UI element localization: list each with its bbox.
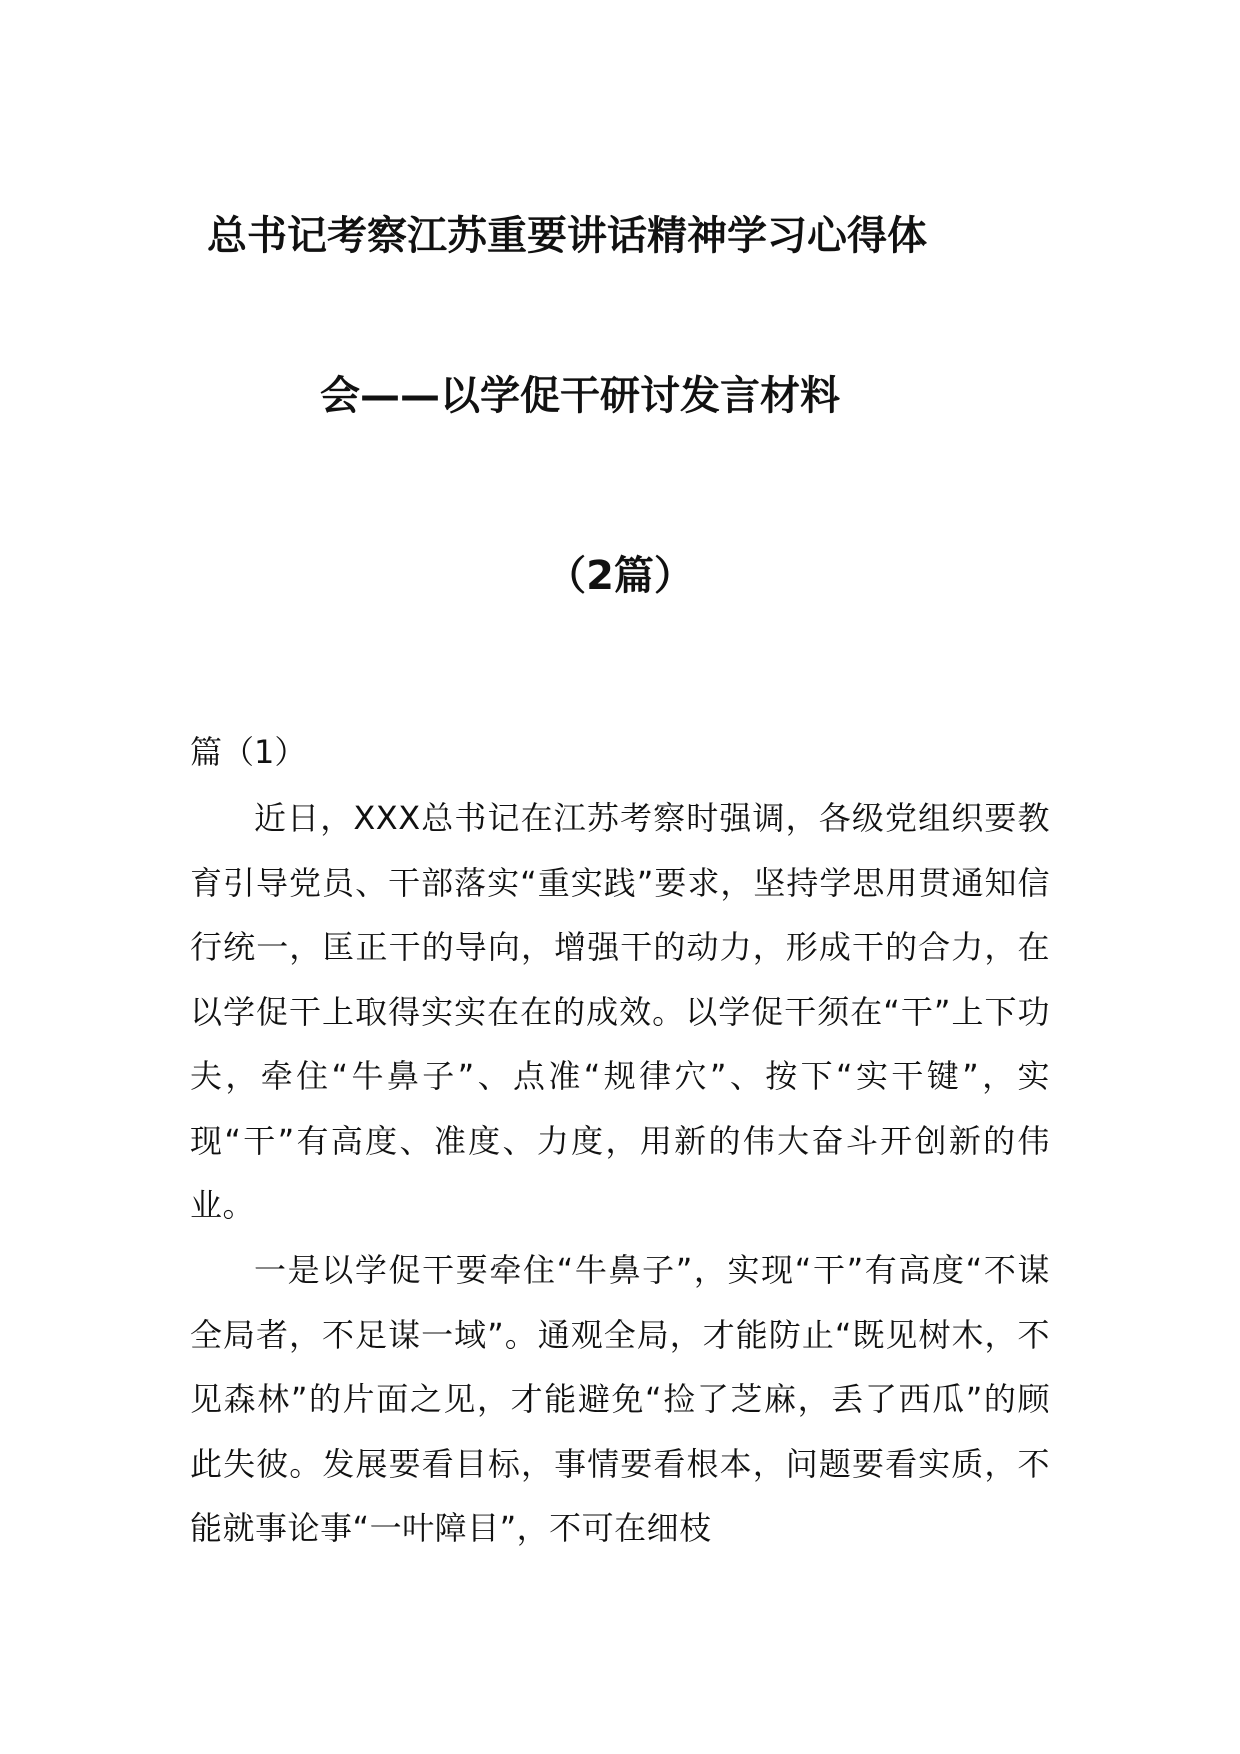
paragraph-1: 近日，XXX总书记在江苏考察时强调，各级党组织要教育引导党员、干部落实“重实践”要求，坚持学思用贯通知信行统一，匡正干的导向，增强干的动力，形成干的合力，在以学促干上取得实实在在的成效。以学促干须在“干”上下功夫，牵住“牛鼻子”、点准“规律穴”、按下“实干键”，实现“干”有高度、准度、力度，用新的伟大奋斗开创新的伟业。 <box>190 799 1050 1224</box>
paragraph-1-container <box>190 786 1050 1238</box>
document-title-line-2: 会——以学促干研讨发言材料 <box>320 373 840 419</box>
section-label: 篇（1） <box>190 733 307 771</box>
paragraph-2: 一是以学促干要牵住“牛鼻子”，实现“干”有高度“不谋全局者，不足谋一域”。通观全局，才能防止“既见树木，不见森林”的片面之见，才能避免“捡了芝麻，丢了西瓜”的顾此失彼。发展要看目标，事情要看根本，问题要看实质，不能就事论事“一叶障目”，不可在细枝 <box>190 1251 1050 1547</box>
document-title-line-1: 总书记考察江苏重要讲话精神学习心得体 <box>207 213 927 259</box>
paragraph-2-container <box>190 1238 1050 1561</box>
document-subtitle: （2篇） <box>546 553 694 599</box>
